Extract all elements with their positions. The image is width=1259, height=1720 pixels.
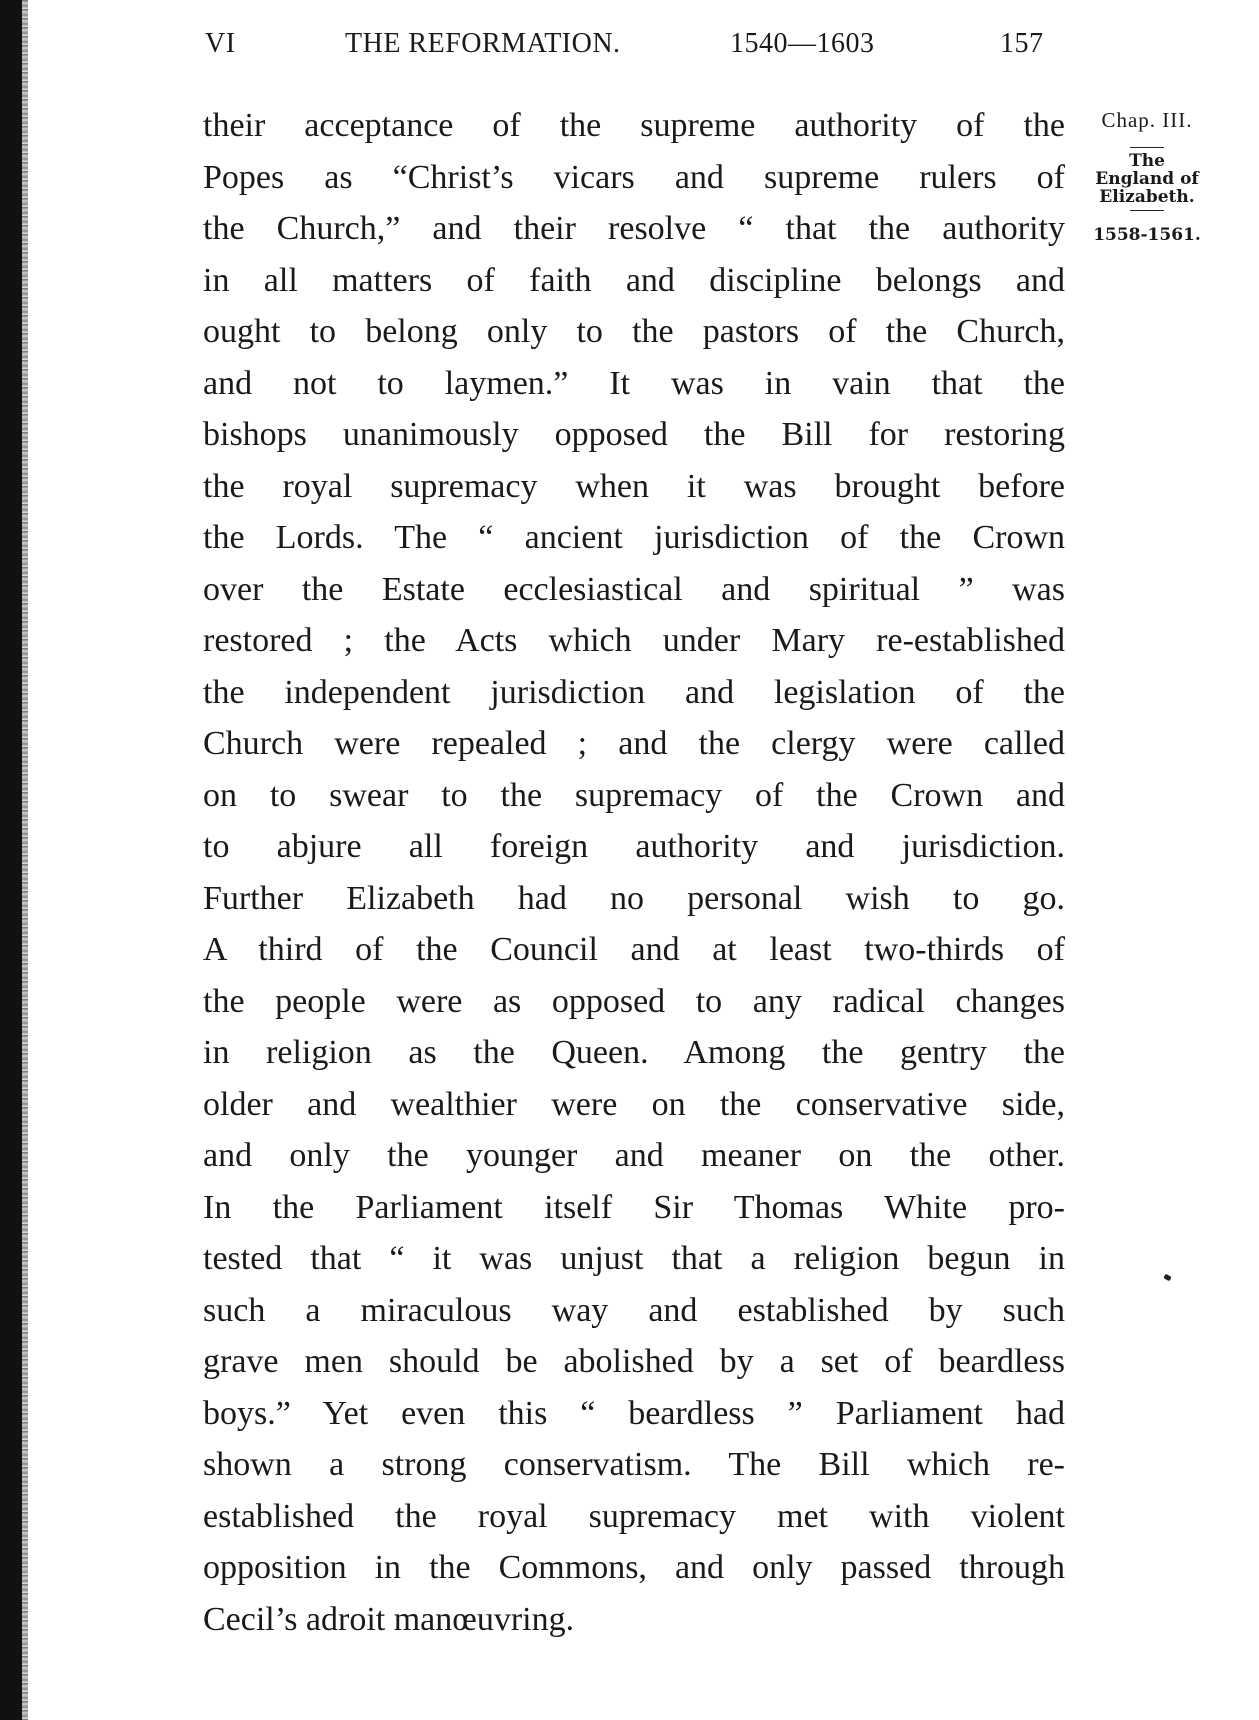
- text-line: A third of the Council and at least two-thirds of: [203, 931, 1065, 968]
- margin-dates: 1558-1561.: [1093, 225, 1201, 245]
- text-line: the people were as opposed to any radical changes: [203, 982, 1065, 1020]
- text-line: shown a strong conservatism. The Bill which re-: [203, 1446, 1065, 1483]
- text-line: opposition in the Commons, and only passed through: [203, 1549, 1065, 1586]
- text-line: the Church,” and their resolve “ that the authority: [203, 210, 1065, 247]
- running-head-years: 1540—1603: [730, 28, 875, 59]
- text-line: tested that “ it was unjust that a religion begun in: [203, 1240, 1065, 1277]
- running-head-chapter: VI: [205, 28, 236, 59]
- text-line: Popes as “Christ’s vicars and supreme rulers of: [203, 158, 1065, 196]
- text-line: Further Elizabeth had no personal wish to go.: [203, 879, 1065, 917]
- text-line: older and wealthier were on the conservative side,: [203, 1085, 1065, 1123]
- text-line: their acceptance of the supreme authority of the: [203, 107, 1065, 144]
- text-line: grave men should be abolished by a set of beardless: [203, 1343, 1065, 1380]
- margin-chapter-label: Chap. III.: [1101, 108, 1193, 132]
- text-line: in all matters of faith and discipline belongs and: [203, 261, 1065, 299]
- margin-subject-line: England of: [1095, 169, 1199, 189]
- text-line: on to swear to the supremacy of the Crown and: [203, 776, 1065, 814]
- body-text: [203, 100, 1065, 1645]
- margin-rule-top: [1130, 147, 1164, 148]
- text-line: bishops unanimously opposed the Bill for restoring: [203, 416, 1065, 453]
- margin-subject-line: The: [1129, 151, 1165, 171]
- margin-subject-line: Elizabeth.: [1099, 187, 1195, 207]
- margin-rule-bottom: [1130, 210, 1164, 211]
- text-line: boys.” Yet even this “ beardless ” Parliament had: [203, 1394, 1065, 1432]
- margin-notes: [1072, 108, 1222, 245]
- text-line: Cecil’s adroit manœuvring.: [203, 1600, 575, 1638]
- text-line: the royal supremacy when it was brought before: [203, 467, 1065, 505]
- running-head: [0, 28, 1259, 68]
- text-line: such a miraculous way and established by such: [203, 1291, 1065, 1329]
- text-line: restored ; the Acts which under Mary re-established: [203, 622, 1065, 659]
- text-line: the independent jurisdiction and legislation of the: [203, 673, 1065, 711]
- page-number: 157: [1000, 28, 1044, 59]
- text-line: Church were repealed ; and the clergy were called: [203, 725, 1065, 762]
- text-line: ought to belong only to the pastors of the Church,: [203, 313, 1065, 350]
- text-line: In the Parliament itself Sir Thomas White pro-: [203, 1188, 1065, 1226]
- text-line: to abjure all foreign authority and jurisdiction.: [203, 828, 1065, 865]
- ink-speck: [1163, 1274, 1172, 1282]
- text-line: and not to laymen.” It was in vain that the: [203, 364, 1065, 402]
- text-line: and only the younger and meaner on the other.: [203, 1137, 1065, 1174]
- page-binding-edge: [0, 0, 24, 1720]
- text-line: in religion as the Queen. Among the gentry the: [203, 1034, 1065, 1071]
- text-line: established the royal supremacy met with violent: [203, 1497, 1065, 1535]
- running-head-title: THE REFORMATION.: [345, 28, 621, 59]
- margin-subject: [1072, 152, 1222, 206]
- text-line: the Lords. The “ ancient jurisdiction of the Crown: [203, 519, 1065, 556]
- text-line: over the Estate ecclesiastical and spiritual ” was: [203, 570, 1065, 608]
